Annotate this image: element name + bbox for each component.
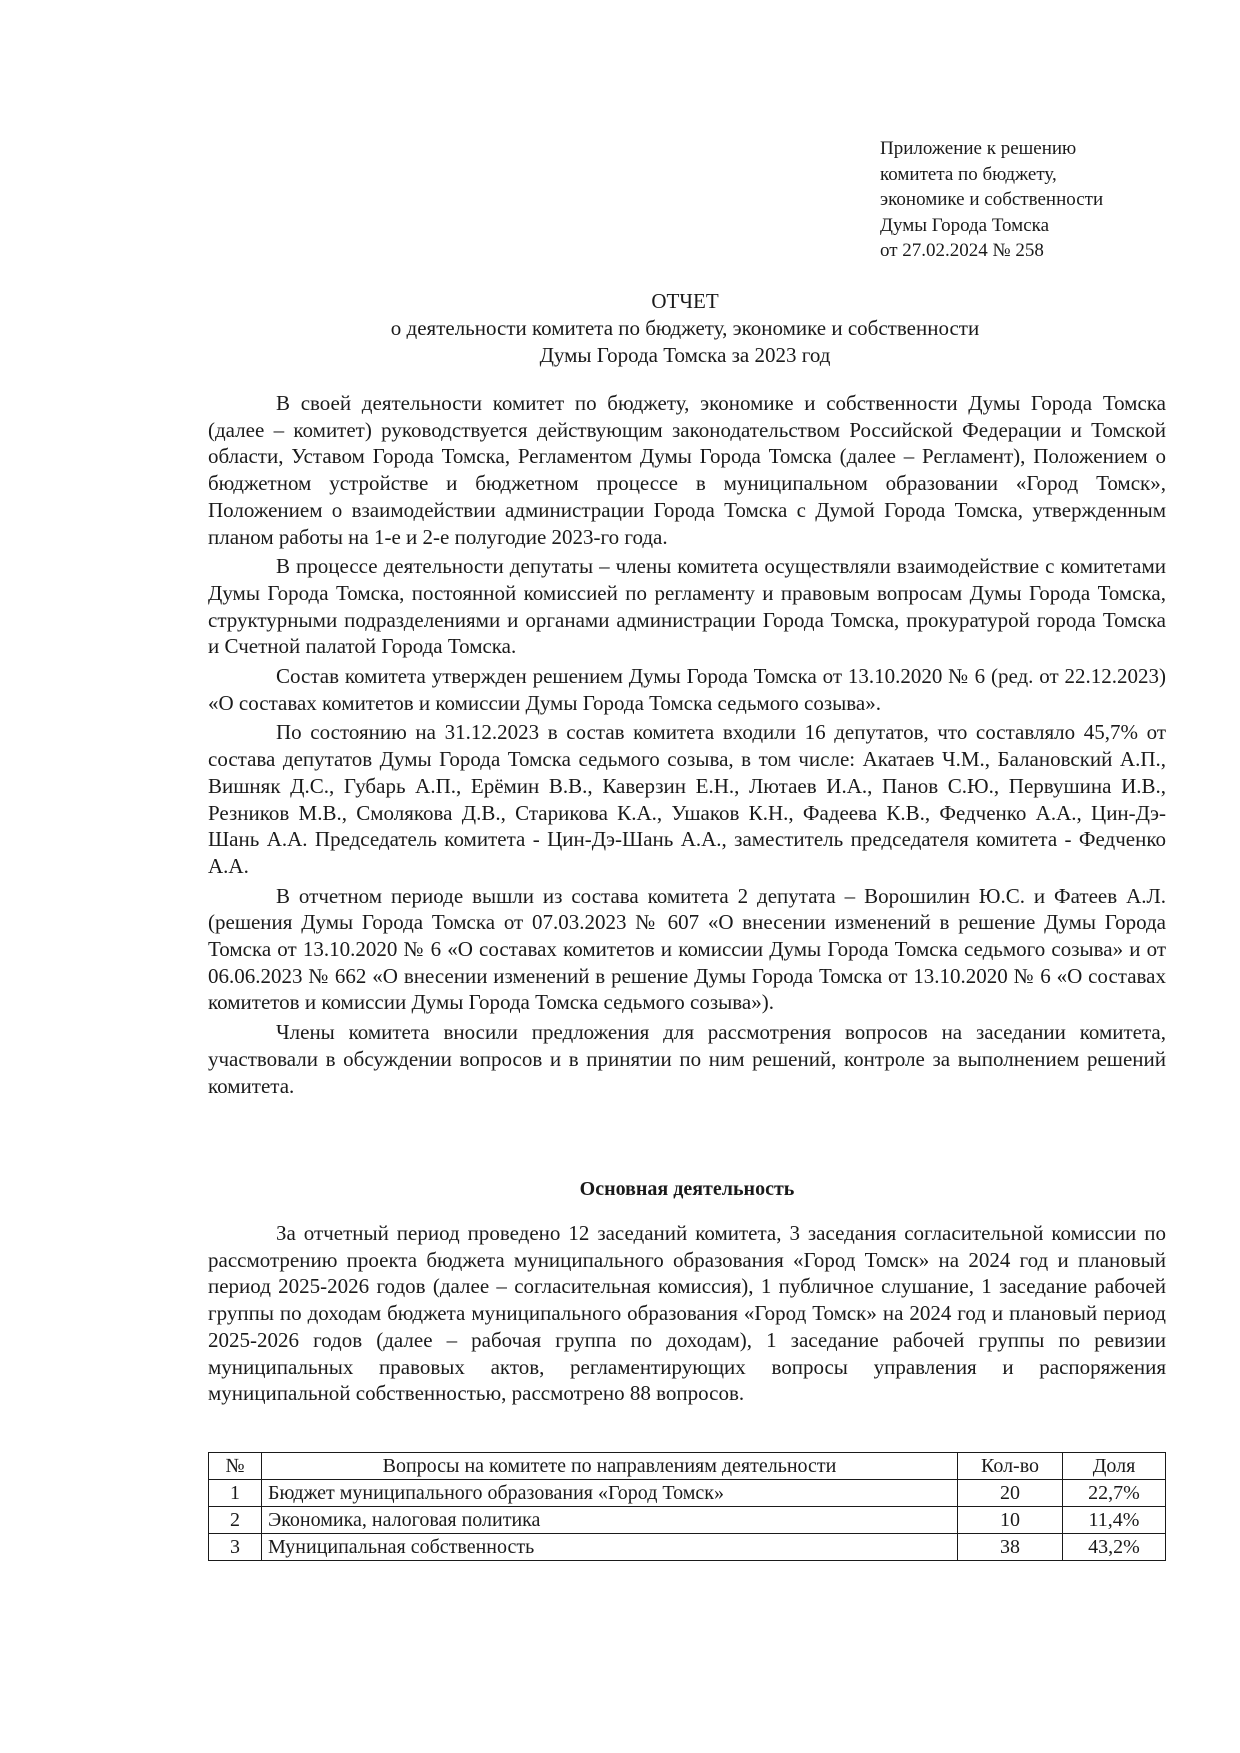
paragraph: В процессе деятельности депутаты – члены комитета осуществляли взаимодействие с комитетами Думы Города Томска, постоянной комиссией по регламенту и правовым вопросам Думы Города Томска, структурными подразделениями и органами администрации Города Томска, прокуратурой города Томска и Счетной палатой Города Томска.	[208, 554, 1166, 659]
paragraph: По состоянию на 31.12.2023 в состав комитета входили 16 депутатов, что составляло 45,7% от состава депутатов Думы Города Томска седьмого созыва, в том числе: Акатаев Ч.М., Балановский А.П., Вишняк Д.С., Губарь А.П., Ерёмин В.В., Каверзин Е.Н., Лютаев И.А., Панов С.Ю., Первушина И.В., Резников М.В., Смолякова Д.В., Старикова К.А., Ушаков К.Н., Фадеева К.В., Федченко А.А., Цин-Дэ-Шань А.А. Председатель комитета - Цин-Дэ-Шань А.А., заместитель председателя комитета - Федченко А.А.	[208, 720, 1166, 878]
header-num: №	[209, 1453, 262, 1480]
activity-table	[208, 1452, 1166, 1561]
title-line-1: о деятельности комитета по бюджету, экономике и собственности	[390, 316, 980, 340]
cell-num: 1	[209, 1480, 262, 1507]
appendix-line: Думы Города Томска	[880, 214, 1050, 236]
cell-num: 3	[209, 1534, 262, 1561]
cell-topic: Экономика, налоговая политика	[262, 1507, 958, 1534]
appendix-line: от 27.02.2024 № 258	[880, 240, 1044, 261]
cell-share: 43,2%	[1063, 1534, 1166, 1561]
appendix-line: Приложение к решению	[880, 138, 1077, 159]
report-title	[200, 288, 1170, 369]
appendix-line: комитета по бюджету,	[880, 163, 1057, 185]
paragraph: Члены комитета вносили предложения для рассмотрения вопросов на заседании комитета, участвовали в обсуждении вопросов и в принятии по ним решений, контроле за выполнением решений комитета.	[208, 1020, 1166, 1098]
paragraph: За отчетный период проведено 12 заседаний комитета, 3 заседания согласительной комиссии по рассмотрению проекта бюджета муниципального образования «Город Томск» на 2024 год и плановый период 2025-2026 годов (далее – согласительная комиссия), 1 публичное слушание, 1 заседание рабочей группы по доходам бюджета муниципального образования «Город Томск» на 2024 год и плановый период 2025-2026 годов (далее – рабочая группа по доходам), 1 заседание рабочей группы по ревизии муниципальных правовых актов, регламентирующих вопросы управления и распоряжения муниципальной собственностью, рассмотрено 88 вопросов.	[208, 1221, 1166, 1406]
header-count: Кол-во	[958, 1453, 1063, 1480]
paragraph: В отчетном периоде вышли из состава комитета 2 депутата – Ворошилин Ю.С. и Фатеев А.Л. (решения Думы Города Томска от 07.03.2023 № 607 «О внесении изменений в решение Думы Города Томска от 13.10.2020 № 6 «О составах комитетов и комиссии Думы Города Томска седьмого созыва» и от 06.06.2023 № 662 «О внесении изменений в решение Думы Города Томска от 13.10.2020 № 6 «О составах комитетов и комиссии Думы Города Томска седьмого созыва»).	[208, 883, 1166, 1015]
table-row	[209, 1480, 1166, 1507]
cell-share: 22,7%	[1063, 1480, 1166, 1507]
table-row	[209, 1534, 1166, 1561]
paragraph: Состав комитета утвержден решением Думы Города Томска от 13.10.2020 № 6 (ред. от 22.12.2023) «О составах комитетов и комиссии Думы Города Томска седьмого созыва».	[208, 664, 1166, 715]
cell-topic: Муниципальная собственность	[262, 1534, 958, 1561]
cell-count: 38	[958, 1534, 1063, 1561]
section-heading: Основная деятельность	[579, 1178, 795, 1200]
intro-section	[208, 390, 1166, 1102]
table-row	[209, 1507, 1166, 1534]
main-activity-section	[208, 1220, 1166, 1410]
paragraph: В своей деятельности комитет по бюджету, экономике и собственности Думы Города Томска (далее – комитет) руководствуется действующим законодательством Российской Федерации и Томской области, Уставом Города Томска, Регламентом Думы Города Томска (далее – Регламент), Положением о бюджетном устройстве и бюджетном процессе в муниципальном образовании «Город Томск», Положением о взаимодействии администрации Города Томска с Думой Города Томска, утвержденным планом работы на 1-е и 2-е полугодие 2023-го года.	[208, 391, 1166, 549]
header-topic: Вопросы на комитете по направлениям деятельности	[262, 1453, 958, 1480]
cell-num: 2	[209, 1507, 262, 1534]
appendix-note	[880, 136, 1103, 264]
appendix-line: экономике и собственности	[880, 189, 1104, 210]
table-header-row	[209, 1453, 1166, 1480]
cell-topic: Бюджет муниципального образования «Город Томск»	[262, 1480, 958, 1507]
title-main: ОТЧЕТ	[651, 289, 719, 313]
cell-count: 10	[958, 1507, 1063, 1534]
cell-count: 20	[958, 1480, 1063, 1507]
cell-share: 11,4%	[1063, 1507, 1166, 1534]
title-line-2: Думы Города Томска за 2023 год	[539, 343, 831, 367]
header-share: Доля	[1063, 1453, 1166, 1480]
